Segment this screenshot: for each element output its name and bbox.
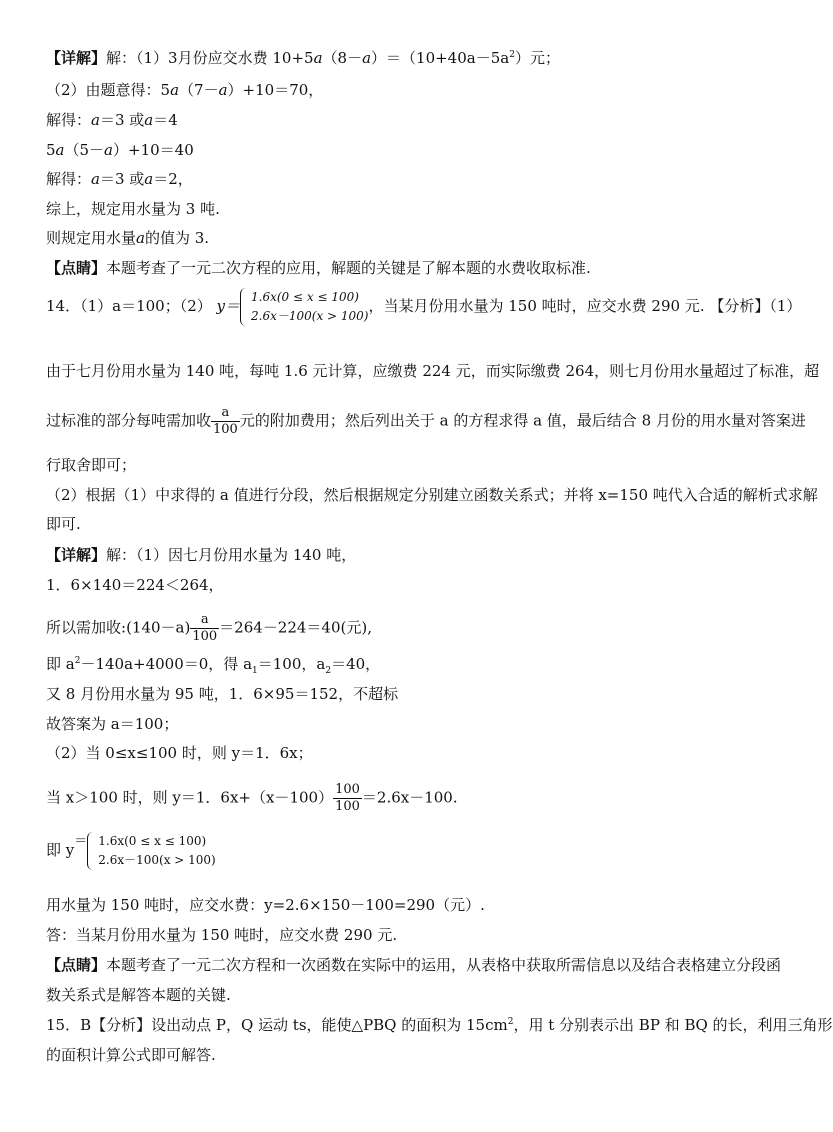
q14-analysis-line-2: 由于七月份用水量为 140 吨，每吨 1.6 元计算，应缴费 224 元，而实际缴费 264，则七月份用水量超过了标准，超	[46, 362, 820, 380]
comment-line-1: 【点睛】本题考查了一元二次方程的应用，解题的关键是了解本题的水费收取标准.	[46, 259, 591, 277]
comment-tag: 【点睛】	[46, 956, 107, 974]
fraction-100-over-100: $\frac{100}{100}$	[335, 782, 360, 814]
q14-detail-line-7: （2）当 0≤x≤100 时，则 y＝1．6x；	[46, 744, 313, 762]
piecewise-function: 1.6x(0 ≤ x ≤ 100) 2.6x－100(x > 100)	[240, 288, 368, 326]
detail-line-3: 解得：a＝3 或a＝4	[46, 111, 178, 129]
q14-detail-line-5: 又 8 月份用水量为 95 吨，1．6×95＝152，不超标	[46, 685, 399, 703]
detail-line-6: 综上，规定用水量为 3 吨.	[46, 200, 220, 218]
q14-answer-line: 14．（1）a＝100；（2） y＝ 1.6x(0 ≤ x ≤ 100) 2.6x－100(x > 100) ，当某月份用水量为 150 吨时，应交水费 290 元. 【分析】（1）	[46, 288, 801, 326]
q15-line-1: 15．B【分析】设出动点 P，Q 运动 ts，能使△PBQ 的面积为 $15cm^2$，用 t 分别表示出 BP 和 BQ 的长，利用三角形	[46, 1016, 833, 1034]
detail-line-1: 【详解】解：（1）3月份应交水费 $10+5a(8-a)=(10+40a-5a^2)$元；	[46, 49, 560, 67]
q14-analysis-line-3: 过标准的部分每吨需加收 $\frac{a}{100}$ 元的附加费用；然后列出关于 a 的方程求得 a 值，最后结合 8 月份的用水量对答案进	[46, 405, 806, 437]
q14-detail-line-1: 【详解】解：（1）因七月份用水量为 140 吨，	[46, 546, 357, 564]
q14-detail-line-4: 即 $a^2-140a+4000=0$，得 $a_1=100$，$a_2=40$，	[46, 655, 381, 676]
detail-tag: 【详解】	[46, 546, 107, 564]
q14-detail-line-6: 故答案为 a＝100；	[46, 715, 179, 733]
q14-analysis-line-4: 行取舍即可；	[46, 456, 137, 474]
q14-detail-line-8: 当 x＞100 时，则 y＝1．6x+（x－100） $\frac{100}{100}$ ＝2.6x－100.	[46, 782, 458, 814]
q14-detail-line-9: 即 y＝ 1.6x(0 ≤ x ≤ 100) 2.6x－100(x > 100)	[46, 832, 216, 870]
piecewise-function: 1.6x(0 ≤ x ≤ 100) 2.6x－100(x > 100)	[87, 832, 215, 870]
q14-detail-line-11: 答：当某月份用水量为 150 吨时，应交水费 290 元.	[46, 926, 398, 944]
fraction-a-over-100: $\frac{a}{100}$	[192, 612, 218, 644]
detail-tag: 【详解】	[46, 49, 107, 67]
q14-comment-line-1: 【点睛】本题考查了一元二次方程和一次函数在实际中的运用，从表格中获取所需信息以及结合表格建立分段函	[46, 956, 782, 974]
fraction-a-over-100: $\frac{a}{100}$	[213, 405, 238, 437]
q15-line-2: 的面积计算公式即可解答.	[46, 1046, 216, 1064]
detail-line-5: 解得：a＝3 或a＝2，	[46, 170, 193, 188]
q14-comment-line-2: 数关系式是解答本题的关键.	[46, 986, 231, 1004]
q14-detail-line-3: 所以需加收:(140－a) $\frac{a}{100}$ ＝264－224＝40(元),	[46, 612, 372, 644]
comment-tag: 【点睛】	[46, 259, 107, 277]
q14-detail-line-10: 用水量为 150 吨时，应交水费：y=2.6×150－100=290（元）.	[46, 896, 485, 914]
detail-line-7: 则规定用水量a的值为 3.	[46, 229, 210, 247]
detail-line-4: 5a（5－a）+10＝40	[46, 141, 194, 159]
detail-line-2: （2）由题意得：5a（7－a）+10＝70，	[46, 81, 324, 99]
q14-detail-line-2: 1．6×140＝224＜264，	[46, 576, 224, 594]
q14-analysis-line-6: 即可.	[46, 515, 81, 533]
q14-analysis-line-5: （2）根据（1）中求得的 a 值进行分段，然后根据规定分别建立函数关系式；并将 x=150 吨代入合适的解析式求解	[46, 486, 818, 504]
